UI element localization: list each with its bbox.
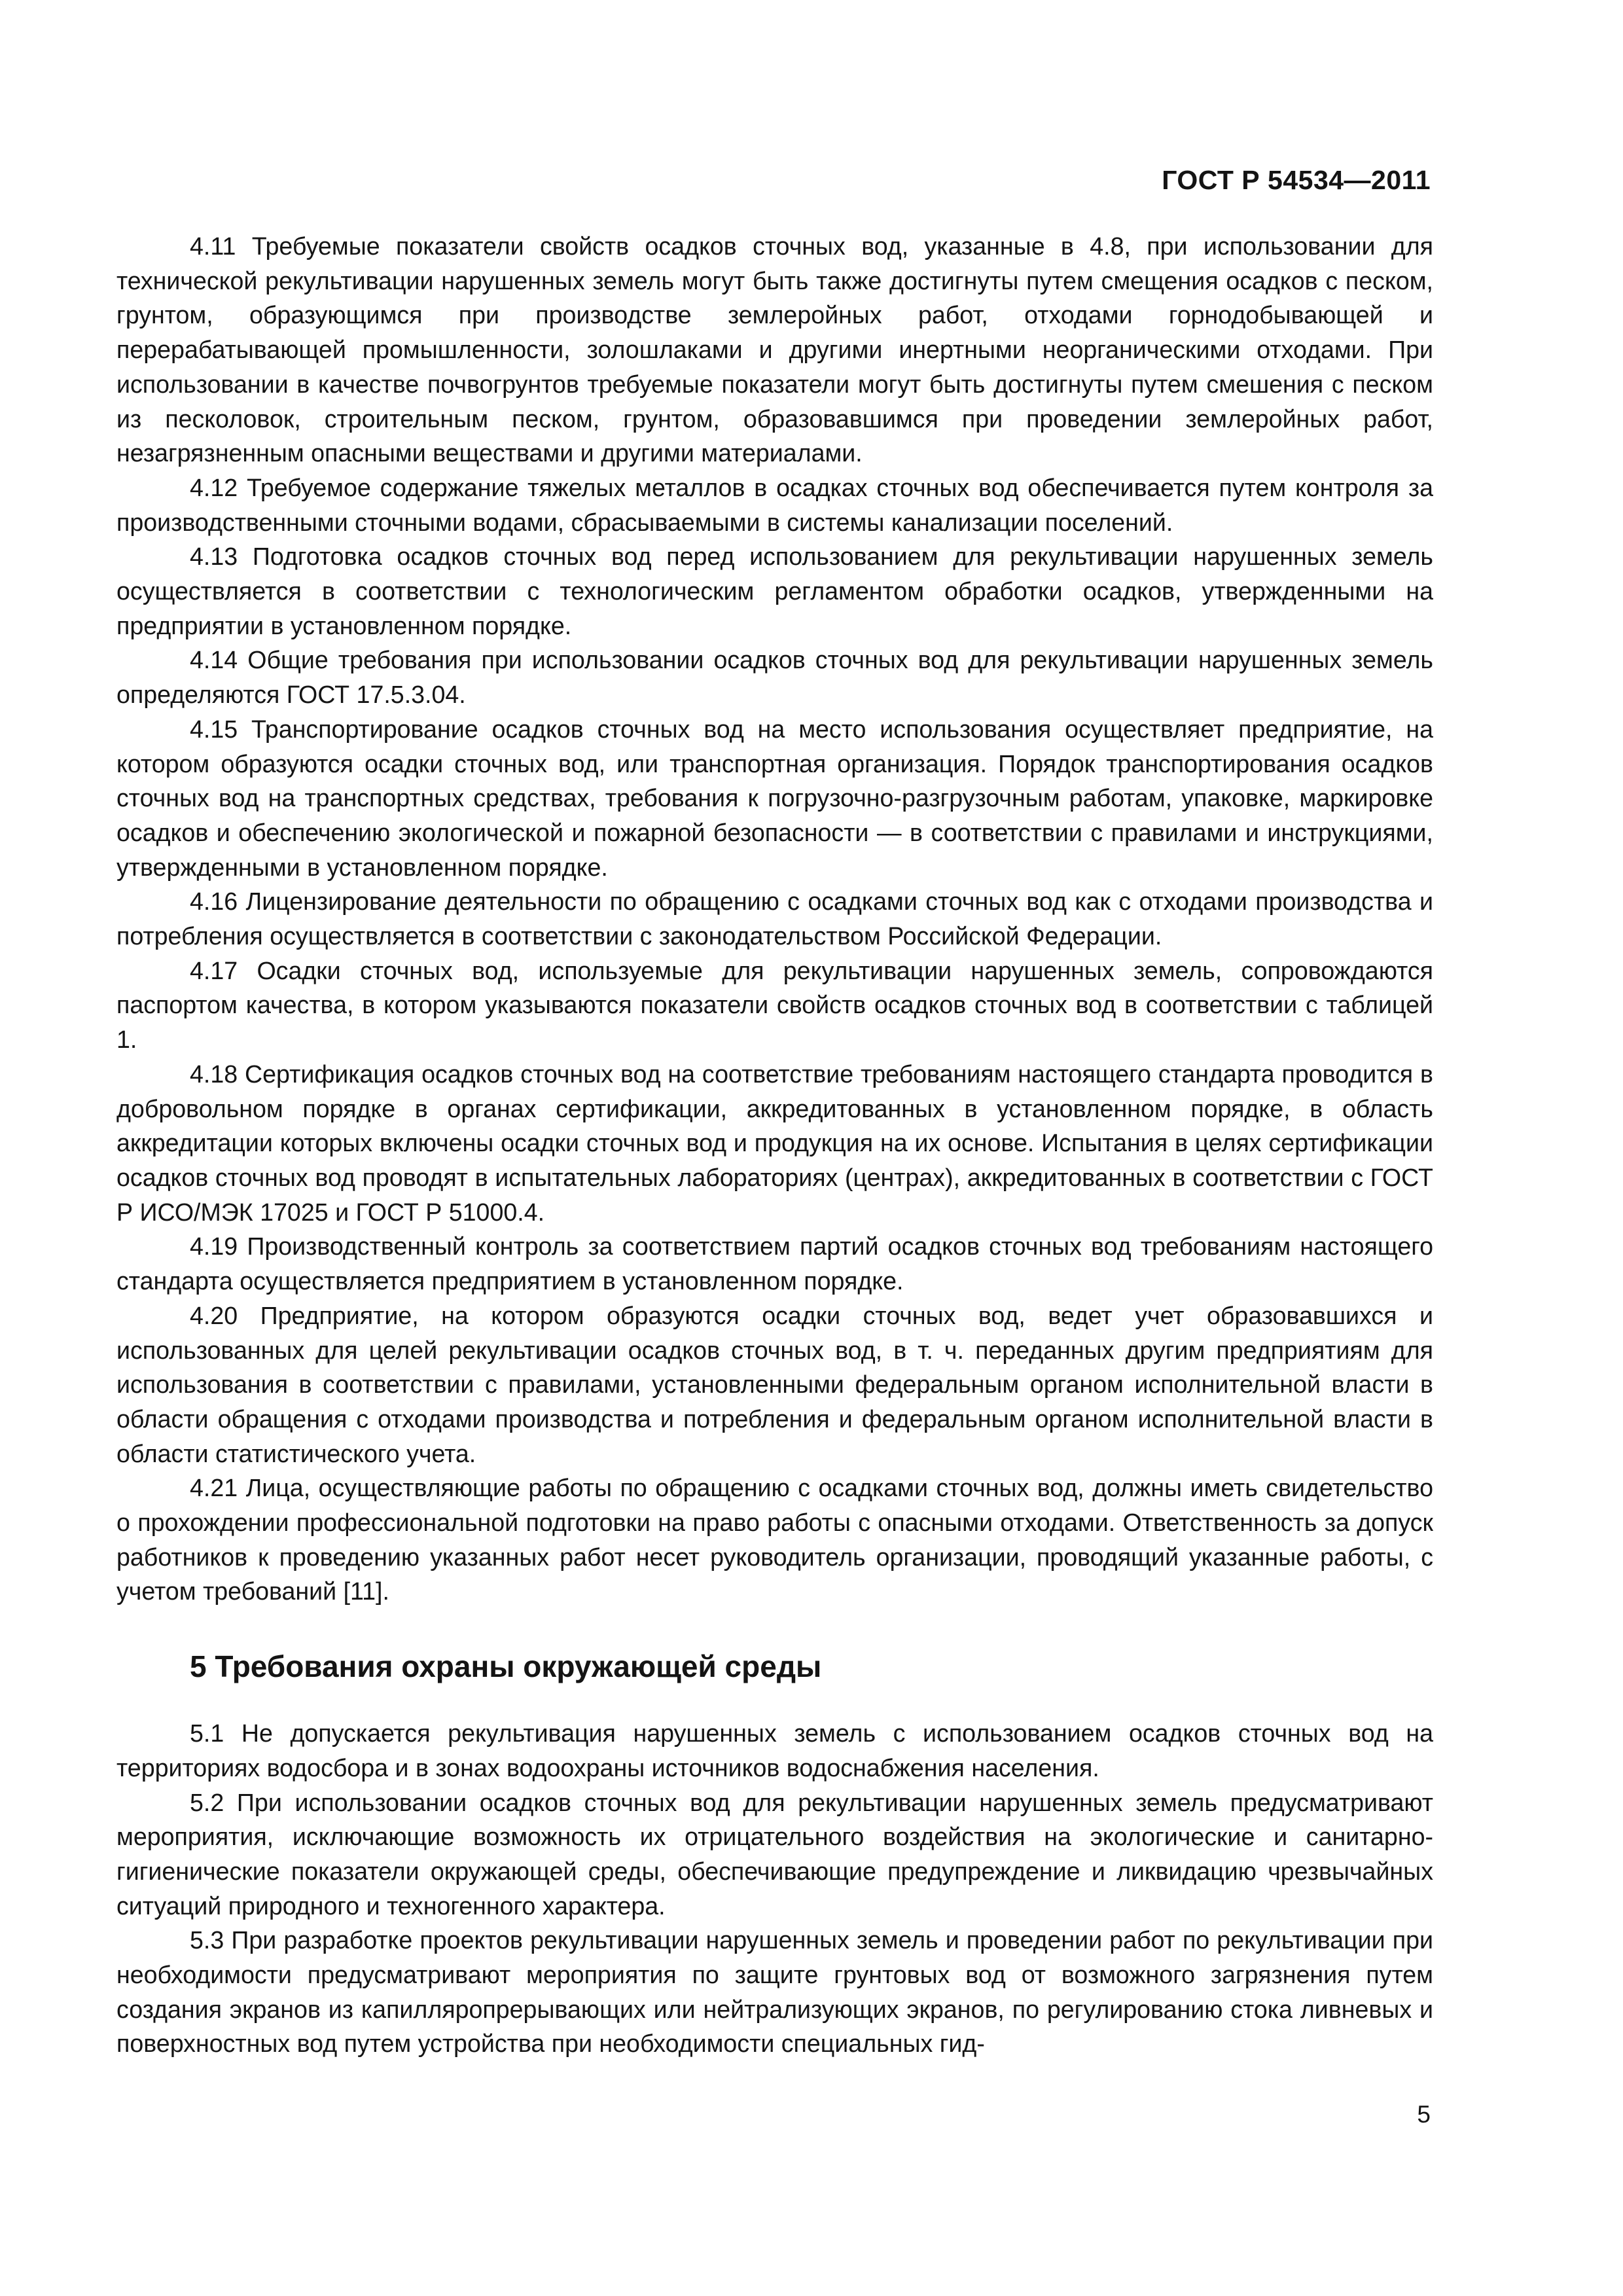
clause-4-20: 4.20 Предприятие, на котором образуются осадки сточных вод, ведет учет образовавшихся и использованных для целей рекультивации осадков сточных вод, в т. ч. переданных другим предприятиям для использования в соответствии с правилами, установленными федеральным органом исполнительной власти в области обращения с отходами производства и потребления и федеральным органом исполнительной власти в области статистического учета. [116, 1301, 1433, 1467]
clause-4-13: 4.13 Подготовка осадков сточных вод перед использованием для рекультивации нарушенных земель осуществляется в соответствии с технологическим регламентом обработки осадков, утвержденными на предприятии в установленном порядке. [116, 543, 1433, 639]
clause-4-12: 4.12 Требуемое содержание тяжелых металлов в осадках сточных вод обеспечивается путем контроля за производственными сточными водами, сбрасываемыми в системы канализации поселений. [116, 473, 1433, 536]
document-designation: ГОСТ Р 54534—2011 [1162, 165, 1431, 195]
page-number: 5 [1417, 2101, 1431, 2128]
clause-4-17: 4.17 Осадки сточных вод, используемые для рекультивации нарушенных земель, сопровождаются паспортом качества, в котором указываются показатели свойств осадков сточных вод в соответствии с таблицей 1. [116, 956, 1433, 1054]
clause-4-15: 4.15 Транспортирование осадков сточных вод на место использования осуществляет предприятие, на котором образуются осадки сточных вод, или транспортная организация. Порядок транспортирования осадков сточных вод на транспортных средствах, требования к погрузочно-разгрузочным работам, упаковке, маркировке осадков и обеспечению экологической и пожарной безопасности — в соответствии с правилами и инструкциями, утвержденными в установленном порядке. [116, 715, 1433, 881]
clause-4-16: 4.16 Лицензирование деятельности по обращению с осадками сточных вод как с отходами производства и потребления осуществляется в соответствии с законодательством Российской Федерации. [116, 888, 1433, 950]
clause-4-21: 4.21 Лица, осуществляющие работы по обращению с осадками сточных вод, должны иметь свидетельство о прохождении профессиональной подготовки на право работы с опасными отходами. Ответственность за допуск работников к проведению указанных работ несет руководитель организации, проводящий указанные работы, с учетом требований [11]. [116, 1474, 1433, 1605]
document-body [116, 229, 1433, 2061]
clause-4-19: 4.19 Производственный контроль за соответствием партий осадков сточных вод требованиям настоящего стандарта осуществляется предприятием в установленном порядке. [116, 1232, 1433, 1295]
clause-5-2: 5.2 При использовании осадков сточных вод для рекультивации нарушенных земель предусматривают мероприятия, исключающие возможность их отрицательного воздействия на экологические и санитарно-гигиенические показатели окружающей среды, обеспечивающие предупреждение и ликвидацию чрезвычайных ситуаций природного и техногенного характера. [116, 1788, 1433, 1920]
clause-4-11: 4.11 Требуемые показатели свойств осадков сточных вод, указанные в 4.8, при использовании для технической рекультивации нарушенных земель могут быть также достигнуты путем смещения осадков с песком, грунтом, образующимся при производстве землеройных работ, отходами горнодобывающей и перерабатывающей промышленности, золошлаками и другими инертными неорганическими отходами. При использовании в качестве почвогрунтов требуемые показатели могут быть достигнуты путем смешения с песком из песколовок, строительным песком, грунтом, образовавшимся при проведении землеройных работ, незагрязненным опасными веществами и другими материалами. [116, 232, 1433, 467]
clause-4-18: 4.18 Сертификация осадков сточных вод на соответствие требованиям настоящего стандарта проводится в добровольном порядке в органах сертификации, аккредитованных в установленном порядке, в область аккредитации которых включены осадки сточных вод и продукция на их основе. Испытания в целях сертификации осадков сточных вод проводят в испытательных лабораториях (центрах), аккредитованных в соответствии с ГОСТ Р ИСО/МЭК 17025 и ГОСТ Р 51000.4. [116, 1060, 1433, 1226]
section-5-heading: 5 Требования охраны окружающей среды [190, 1649, 822, 1684]
clause-5-1: 5.1 Не допускается рекультивация нарушенных земель с использованием осадков сточных вод на территориях водосбора и в зонах водоохраны источников водоснабжения населения. [116, 1719, 1433, 1782]
clause-5-3: 5.3 При разработке проектов рекультивации нарушенных земель и проведении работ по рекультивации при необходимости предусматривают мероприятия по защите грунтовых вод от возможного загрязнения путем создания экранов из капилляропрерывающих или нейтрализующих экранов, по регулированию стока ливневых и поверхностных вод путем устройства при необходимости специальных гид- [116, 1926, 1433, 2058]
clause-4-14: 4.14 Общие требования при использовании осадков сточных вод для рекультивации нарушенных земель определяются ГОСТ 17.5.3.04. [116, 646, 1433, 709]
